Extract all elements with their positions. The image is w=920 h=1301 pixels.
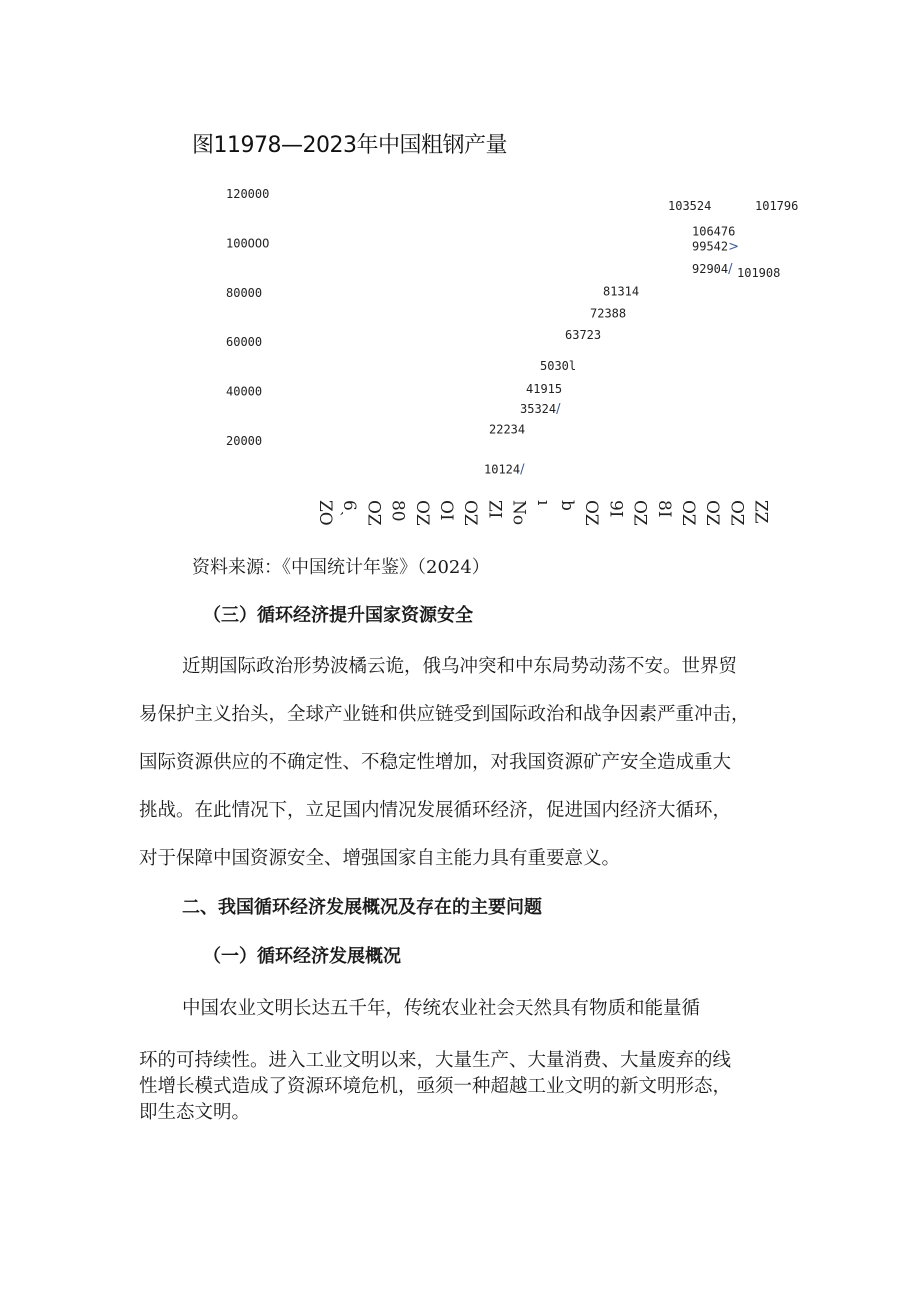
x-tick-label: 6ˏ <box>339 500 360 517</box>
x-tick-label: OZ <box>726 500 747 526</box>
data-label-mark: / <box>520 462 525 478</box>
x-tick-label: OZ <box>581 500 602 526</box>
x-tick-label: ZI <box>484 500 505 519</box>
steel-output-chart <box>0 0 920 560</box>
para1-line-4: 挑战。在此情况下，立足国内情况发展循环经济，促进国内经济大循环， <box>139 800 732 821</box>
figure-title: 图11978—2023年中国粗钢产量 <box>192 133 507 158</box>
para1-line-1: 近期国际政治形势波橘云诡，俄乌冲突和中东局势动荡不安。世界贸 <box>182 656 738 677</box>
para1-line-3: 国际资源供应的不确定性、不稳定性增加，对我国资源矿产安全造成重大 <box>139 752 732 773</box>
x-tick-label: OZ <box>363 500 384 526</box>
y-tick-label: 40000 <box>226 384 263 399</box>
x-tick-label: No <box>508 500 529 526</box>
y-tick-label: 60000 <box>226 335 263 350</box>
para2-line-2: 环的可持续性。进入工业文明以来，大量生产、大量消费、大量废弃的线 <box>139 1050 732 1071</box>
x-tick-label: OZ <box>629 500 650 526</box>
data-label: 22234 <box>489 422 526 437</box>
y-tick-label: 100OOO <box>226 236 270 251</box>
data-label: 35324/ <box>520 402 561 418</box>
x-tick-label: OZ <box>678 500 698 526</box>
data-label: 10124/ <box>484 462 525 478</box>
data-label-mark: / <box>556 402 561 418</box>
x-tick-label: 80 <box>387 500 408 522</box>
data-label: 41915 <box>526 381 563 396</box>
para1-line-5: 对于保障中国资源安全、增强国家自主能力具有重要意义。 <box>139 848 621 869</box>
x-tick-label: 9I <box>605 500 626 518</box>
y-tick-label: 120000 <box>226 187 270 201</box>
x-tick-label: OI <box>436 500 456 521</box>
data-label: 63723 <box>565 328 602 343</box>
para2-line-1: 中国农业文明长达五千年，传统农业社会天然具有物质和能量循 <box>182 998 701 1019</box>
x-tick-label: OZ <box>460 500 481 526</box>
data-label: 101908 <box>737 266 781 280</box>
chapter-heading-2: 二、我国循环经济发展概况及存在的主要问题 <box>182 897 542 918</box>
data-label: 81314 <box>603 284 640 299</box>
para2-line-3: 性增长模式造成了资源环境危机，亟须一种超越工业文明的新文明形态， <box>139 1076 732 1097</box>
data-label-mark: > <box>728 239 740 255</box>
x-tick-label: 8I <box>653 500 674 518</box>
y-tick-label: 20000 <box>226 434 263 448</box>
y-tick-label: 80000 <box>226 285 263 300</box>
x-tick-label: ı <box>532 500 553 506</box>
para1-line-2: 易保护主义抬头，全球产业链和供应链受到国际政治和战争因素严重冲击， <box>139 704 750 725</box>
x-tick-label: OZ <box>411 500 432 526</box>
x-tick-label: ZZ <box>750 500 771 524</box>
data-label: 103524 <box>668 199 712 213</box>
data-label: 99542> <box>692 239 740 255</box>
data-label: 5030l <box>540 359 577 374</box>
para2-line-4: 即生态文明。 <box>139 1102 251 1123</box>
data-label: 101796 <box>755 199 799 213</box>
data-label: 92904/ <box>692 261 733 277</box>
x-tick-label: ZO <box>315 500 335 526</box>
data-label: 106476 <box>692 224 736 239</box>
x-tick-label: b <box>557 500 577 511</box>
data-label: 72388 <box>590 306 627 321</box>
section-heading-3: （三）循环经济提升国家资源安全 <box>203 605 473 626</box>
x-tick-label: OZ <box>702 500 723 526</box>
figure-source: 资料来源：《中国统计年鉴》（2024） <box>192 557 490 578</box>
data-label-mark: / <box>728 261 733 277</box>
section-heading-1: （一）循环经济发展概况 <box>203 946 401 967</box>
